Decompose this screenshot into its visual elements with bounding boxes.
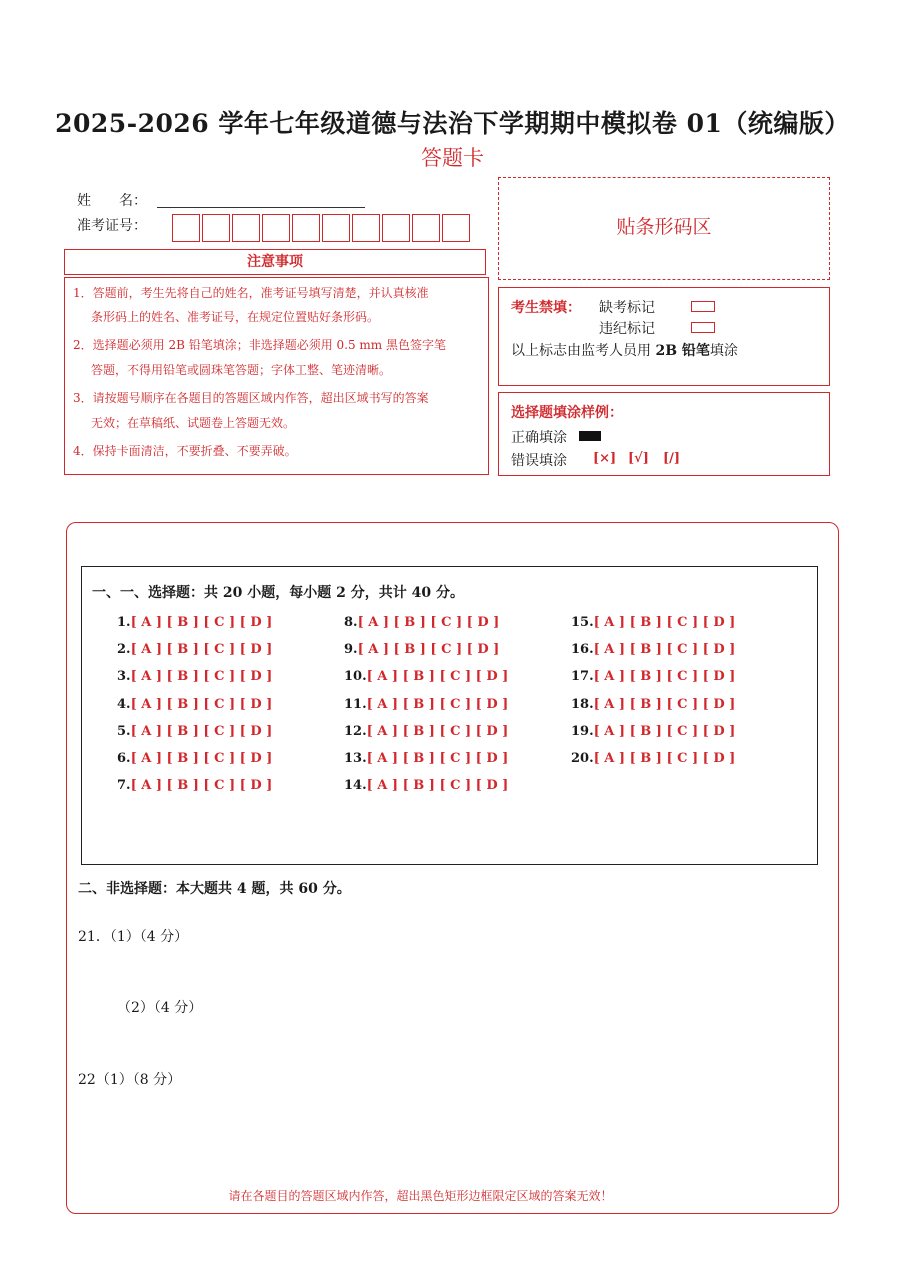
mcq-question-number: 10.	[344, 669, 367, 685]
mcq-question-17[interactable]	[571, 669, 735, 684]
barcode-area: 贴条形码区	[498, 177, 830, 280]
mcq-question-20[interactable]	[571, 751, 735, 766]
question-22-part1: 22（1）（8 分）	[78, 1072, 182, 1088]
mcq-options[interactable]: [ A ] [ B ] [ C ] [ D ]	[130, 778, 273, 794]
id-digit-box[interactable]	[202, 214, 230, 242]
notice-item-2-line1: 2．选择题必须用 2B 铅笔填涂；非选择题必须用 0.5 mm 黑色签字笔	[73, 338, 447, 352]
mcq-options[interactable]: [ A ] [ B ] [ C ] [ D ]	[593, 615, 736, 630]
id-digit-box[interactable]	[292, 214, 320, 242]
mcq-question-5[interactable]	[117, 724, 272, 739]
mcq-options[interactable]: [ A ] [ B ] [ C ] [ D ]	[593, 723, 736, 739]
notice-item-1-line2: 条形码上的姓名、准考证号，在规定位置贴好条形码。	[91, 310, 380, 324]
notice-item-4: 4．保持卡面清洁，不要折叠、不要弄破。	[73, 444, 297, 458]
mcq-options[interactable]: [ A ] [ B ] [ C ] [ D ]	[366, 723, 509, 739]
id-digit-box[interactable]	[382, 214, 410, 242]
mcq-question-number: 3.	[117, 669, 131, 685]
id-label: 准考证号：	[77, 218, 147, 234]
answer-21-part2[interactable]	[90, 1020, 810, 1060]
notice-heading: 注意事项	[64, 249, 486, 275]
section1-title: 一、一、选择题：共 20 小题，每小题 2 分，共计 40 分。	[92, 585, 464, 601]
notice-item-1-line1: 1．答题前，考生先将自己的姓名，准考证号填写清楚，并认真核准	[73, 286, 429, 300]
mcq-options[interactable]: [ A ] [ B ] [ C ] [ D ]	[593, 669, 736, 685]
mcq-question-number: 16.	[571, 642, 594, 658]
mcq-question-number: 12.	[344, 723, 367, 739]
question-21-part2: （2）（4 分）	[117, 1000, 203, 1016]
id-number-boxes[interactable]	[172, 214, 472, 242]
mcq-question-14[interactable]	[344, 778, 508, 793]
mcq-options[interactable]: [ A ] [ B ] [ C ] [ D ]	[130, 696, 273, 712]
forbidden-label: 考生禁填：	[511, 300, 581, 316]
mcq-question-19[interactable]	[571, 724, 735, 739]
name-field[interactable]	[157, 206, 365, 208]
question-21-part1: 21．（1）（4 分）	[78, 929, 189, 945]
answer-22-part1[interactable]	[90, 1092, 810, 1172]
mcq-question-13[interactable]	[344, 751, 508, 766]
mcq-question-4[interactable]	[117, 697, 272, 712]
mcq-options[interactable]: [ A ] [ B ] [ C ] [ D ]	[593, 642, 736, 658]
mcq-options[interactable]: [ A ] [ B ] [ C ] [ D ]	[130, 669, 273, 685]
fill-sample-title: 选择题填涂样例：	[511, 405, 623, 421]
mcq-question-number: 20.	[571, 751, 594, 766]
wrong-fill-label: 错误填涂	[511, 453, 567, 469]
mcq-section	[81, 566, 818, 865]
mcq-options[interactable]: [ A ] [ B ] [ C ] [ D ]	[366, 669, 509, 685]
mcq-options[interactable]: [ A ] [ B ] [ C ] [ D ]	[593, 751, 736, 766]
mcq-options[interactable]: [ A ] [ B ] [ C ] [ D ]	[130, 723, 273, 739]
mcq-question-number: 7.	[117, 778, 131, 794]
absent-mark-box[interactable]	[691, 301, 715, 312]
mcq-question-number: 4.	[117, 696, 131, 712]
name-label: 姓 名：	[77, 193, 147, 209]
mcq-options[interactable]: [ A ] [ B ] [ C ] [ D ]	[366, 696, 509, 712]
section2-title: 二、非选择题：本大题共 4 题，共 60 分。	[78, 881, 351, 897]
mcq-question-number: 2.	[117, 642, 131, 658]
mcq-question-6[interactable]	[117, 751, 272, 766]
mcq-options[interactable]: [ A ] [ B ] [ C ] [ D ]	[593, 696, 736, 712]
notice-item-3-line1: 3．请按题号顺序在各题目的答题区域内作答，超出区域书写的答案	[73, 391, 429, 405]
mcq-question-11[interactable]	[344, 697, 508, 712]
violation-mark-box[interactable]	[691, 322, 715, 333]
wrong-mark-slash: [/]	[663, 451, 681, 466]
forbidden-fill-box	[498, 287, 830, 386]
mcq-question-number: 14.	[344, 778, 367, 794]
page-title: 2025-2026 学年七年级道德与法治下学期期中模拟卷 01（统编版）	[55, 109, 850, 138]
mcq-question-1[interactable]	[117, 615, 272, 630]
mcq-question-10[interactable]	[344, 669, 508, 684]
forbidden-note	[511, 340, 738, 360]
mcq-question-number: 9.	[344, 642, 358, 658]
mcq-question-9[interactable]	[344, 642, 499, 657]
mcq-options[interactable]: [ A ] [ B ] [ C ] [ D ]	[366, 778, 509, 794]
correct-fill-mark	[579, 431, 601, 441]
correct-fill-label: 正确填涂	[511, 430, 567, 446]
absent-label: 缺考标记	[599, 300, 655, 316]
mcq-options[interactable]: [ A ] [ B ] [ C ] [ D ]	[130, 642, 273, 658]
mcq-question-3[interactable]	[117, 669, 272, 684]
fill-sample-box	[498, 392, 830, 476]
mcq-question-number: 18.	[571, 696, 594, 712]
wrong-mark-x: [×]	[593, 451, 617, 466]
notice-item-2-line2: 答题，不得用铅笔或圆珠笔答题；字体工整、笔迹清晰。	[91, 363, 392, 377]
id-digit-box[interactable]	[172, 214, 200, 242]
mcq-question-7[interactable]	[117, 778, 272, 793]
mcq-question-number: 19.	[571, 723, 594, 739]
mcq-question-2[interactable]	[117, 642, 272, 657]
mcq-question-16[interactable]	[571, 642, 735, 657]
mcq-options[interactable]: [ A ] [ B ] [ C ] [ D ]	[357, 642, 500, 658]
forbidden-note-prefix: 以上标志由监考人员用	[511, 343, 656, 359]
mcq-options[interactable]: [ A ] [ B ] [ C ] [ D ]	[130, 615, 273, 630]
forbidden-note-suffix: 填涂	[709, 343, 738, 359]
mcq-question-8[interactable]	[344, 615, 499, 630]
mcq-options[interactable]: [ A ] [ B ] [ C ] [ D ]	[130, 751, 273, 766]
notice-item-3-line2: 无效；在草稿纸、试题卷上答题无效。	[91, 416, 296, 430]
wrong-mark-check: [√]	[628, 451, 649, 466]
mcq-question-number: 17.	[571, 669, 594, 685]
id-digit-box[interactable]	[352, 214, 380, 242]
footer-note: 请在各题目的答题区域内作答，超出黑色矩形边框限定区域的答案无效！	[228, 1189, 613, 1203]
mcq-options[interactable]: [ A ] [ B ] [ C ] [ D ]	[366, 751, 509, 766]
id-digit-box[interactable]	[412, 214, 440, 242]
answer-21-part1[interactable]	[90, 948, 810, 988]
id-digit-box[interactable]	[262, 214, 290, 242]
id-digit-box[interactable]	[322, 214, 350, 242]
mcq-question-number: 11.	[344, 696, 367, 712]
id-digit-box[interactable]	[232, 214, 260, 242]
forbidden-note-bold: 2B 铅笔	[655, 343, 710, 359]
mcq-question-number: 8.	[344, 615, 358, 630]
violation-label: 违纪标记	[599, 321, 655, 337]
page-subtitle: 答题卡	[421, 146, 484, 170]
mcq-question-18[interactable]	[571, 697, 735, 712]
mcq-question-number: 15.	[571, 615, 594, 630]
mcq-question-12[interactable]	[344, 724, 508, 739]
mcq-question-number: 6.	[117, 751, 131, 766]
mcq-question-number: 1.	[117, 615, 131, 630]
mcq-options[interactable]: [ A ] [ B ] [ C ] [ D ]	[357, 615, 500, 630]
id-digit-box[interactable]	[442, 214, 470, 242]
mcq-question-number: 5.	[117, 723, 131, 739]
mcq-question-number: 13.	[344, 751, 367, 766]
notice-box	[64, 277, 489, 475]
mcq-question-15[interactable]	[571, 615, 735, 630]
